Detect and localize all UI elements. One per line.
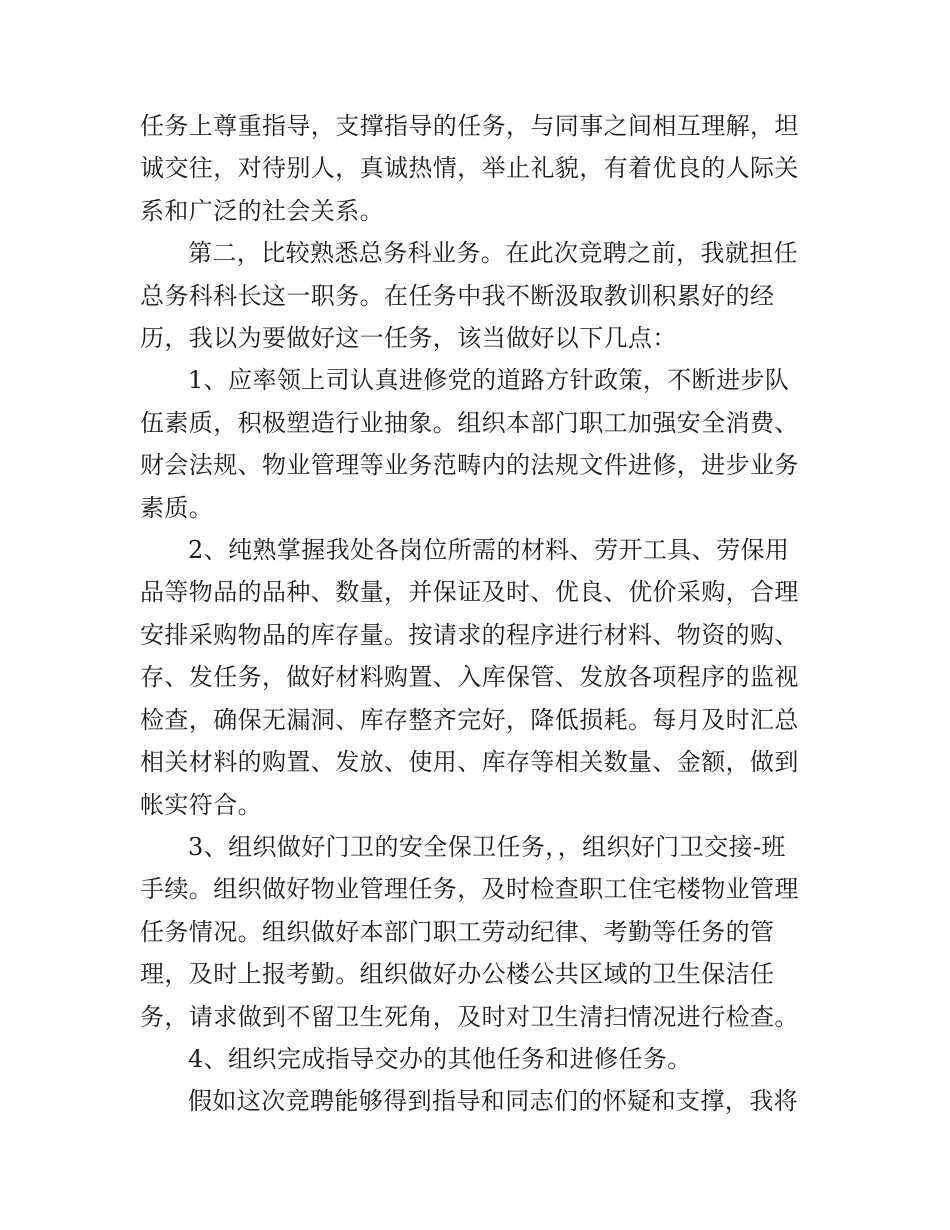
paragraph: [140, 529, 812, 826]
text-line: 1、应率领上司认真进修党的道路方针政策，不断进步队: [188, 366, 790, 395]
paragraph: [140, 826, 812, 1038]
text-line: 第二，比较熟悉总务科业务。在此次竞聘之前，我就担任: [188, 239, 798, 268]
text-line: 诚交往，对待别人，真诚热情，举止礼貌，有着优良的人际关: [140, 154, 799, 183]
text-line: 总务科科长这一职务。在任务中我不断汲取教训积累好的经: [140, 281, 775, 310]
text-line: 务，请求做到不留卫生死角，及时对卫生清扫情况进行检查。: [140, 1002, 799, 1031]
text-line: 品等物品的品种、数量，并保证及时、优良、优价采购，合理: [140, 578, 799, 607]
text-line: 任务情况。组织做好本部门职工劳动纪律、考勤等任务的管: [140, 917, 775, 946]
text-line: 2、纯熟掌握我处各岗位所需的材料、劳开工具、劳保用: [188, 536, 790, 565]
text-line: 4、组织完成指导交办的其他任务和进修任务。: [188, 1044, 692, 1073]
text-line: 系和广泛的社会关系。: [140, 196, 384, 225]
paragraph: [140, 1080, 812, 1122]
paragraph: [140, 1038, 812, 1080]
paragraph: [140, 105, 812, 232]
paragraph: [140, 359, 812, 529]
text-line: 3、组织做好门卫的安全保卫任务，，组织好门卫交接-班: [188, 832, 786, 861]
text-line: 伍素质，积极塑造行业抽象。组织本部门职工加强安全消费、: [140, 408, 799, 437]
text-line: 历，我以为要做好这一任务，该当做好以下几点：: [140, 324, 677, 353]
text-line: 检查，确保无漏洞、库存整齐完好，降低损耗。每月及时汇总: [140, 705, 799, 734]
paragraph: [140, 232, 812, 359]
text-line: 手续。组织做好物业管理任务，及时检查职工住宅楼物业管理: [140, 875, 799, 904]
text-line: 财会法规、物业管理等业务范畴内的法规文件进修，进步业务: [140, 451, 799, 480]
document-page: [140, 105, 812, 1123]
text-line: 存、发任务，做好材料购置、入库保管、发放各项程序的监视: [140, 663, 799, 692]
text-line: 相关材料的购置、发放、使用、库存等相关数量、金额，做到: [140, 748, 799, 777]
text-line: 假如这次竞聘能够得到指导和同志们的怀疑和支撑，我将: [188, 1087, 798, 1116]
text-line: 任务上尊重指导，支撑指导的任务，与同事之间相互理解，坦: [140, 112, 799, 140]
text-line: 素质。: [140, 493, 214, 522]
text-line: 安排采购物品的库存量。按请求的程序进行材料、物资的购、: [140, 620, 799, 649]
text-line: 理，及时上报考勤。组织做好办公楼公共区域的卫生保洁任: [140, 960, 775, 989]
text-line: 帐实符合。: [140, 790, 262, 819]
